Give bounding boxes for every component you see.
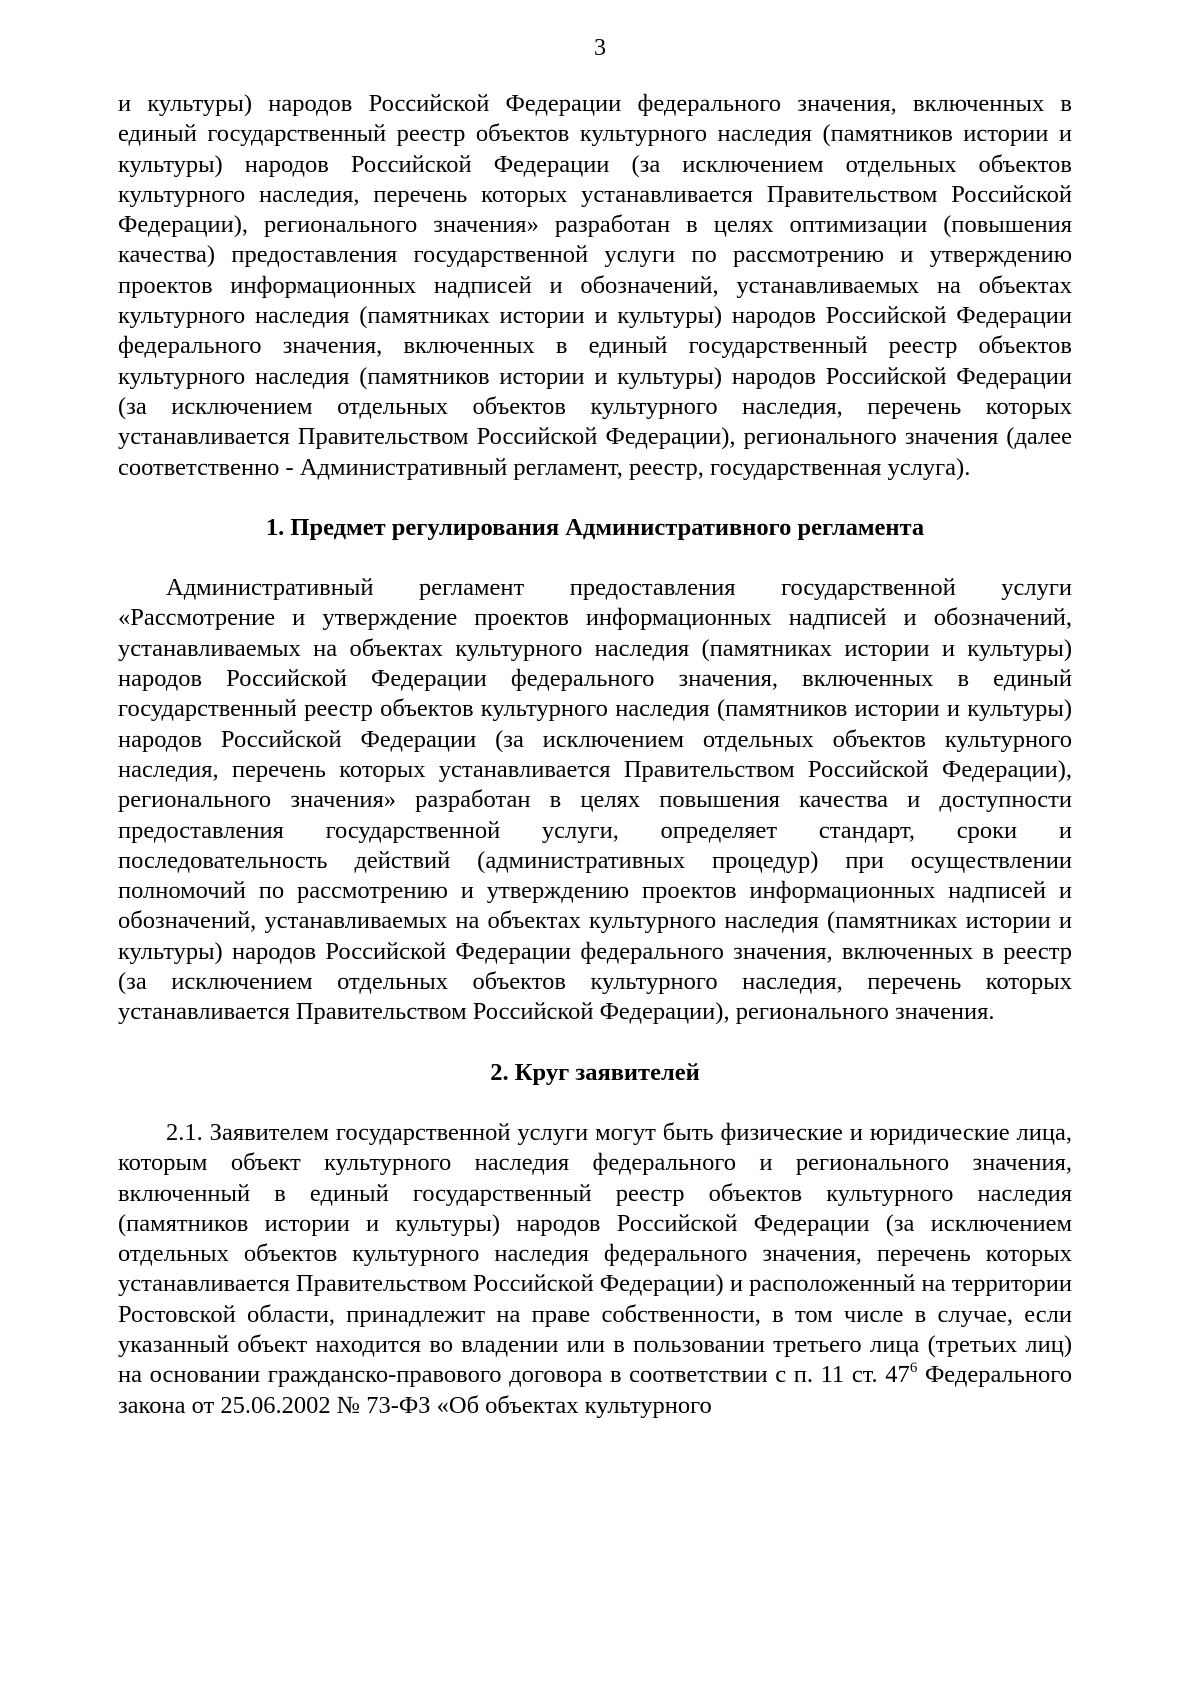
document-body	[118, 89, 1072, 1421]
section-1-paragraph: Административный регламент предоставления государственной услуги «Рассмотрение и утверждение проектов информационных надписей и обозначений, устанавливаемых на объектах культурного наследия (памятниках истории и культуры) народов Российской Федерации федерального значения, включенных в единый государственный реестр объектов культурного наследия (памятников истории и культуры) народов Российской Федерации (за исключением отдельных объектов культурного наследия, перечень которых устанавливается Правительством Российской Федерации), регионального значения» разработан в целях повышения качества и доступности предоставления государственной услуги, определяет стандарт, сроки и последовательность действий (административных процедур) при осуществлении полномочий по рассмотрению и утверждению проектов информационных надписей и обозначений, устанавливаемых на объектах культурного наследия (памятниках истории и культуры) народов Российской Федерации федерального значения, включенных в реестр (за исключением отдельных объектов культурного наследия, перечень которых устанавливается Правительством Российской Федерации), регионального значения.	[118, 574, 1072, 1026]
superscript-6: 6	[909, 1360, 918, 1377]
page-number: 3	[594, 35, 606, 61]
section-2-paragraph-tail: Федерального закона от 25.06.2002 № 73-ФЗ «Об объектах культурного	[118, 1361, 1072, 1419]
section-2-paragraph-text: 2.1. Заявителем государственной услуги могут быть физические и юридические лица, которым объект культурного наследия федерального и регионального значения, включенный в единый государственный реестр объектов культурного наследия (памятников истории и культуры) народов Российской Федерации (за исключением отдельных объектов культурного наследия федерального значения, перечень которых устанавливается Правительством Российской Федерации) и расположенный на территории Ростовской области, принадлежит на праве собственности, в том числе в случае, если указанный объект находится во владении или в пользовании третьего лица (третьих лиц) на основании гражданско-правового договора в соответствии с п. 11 ст. 47	[118, 1118, 1072, 1389]
section-1-heading: 1. Предмет регулирования Административного регламента	[265, 513, 925, 541]
section-2-heading: 2. Круг заявителей	[490, 1058, 700, 1086]
intro-paragraph: и культуры) народов Российской Федерации федерального значения, включенных в единый государственный реестр объектов культурного наследия (памятников истории и культуры) народов Российской Федерации (за исключением отдельных объектов культурного наследия, перечень которых устанавливается Правительством Российской Федерации), регионального значения» разработан в целях оптимизации (повышения качества) предоставления государственной услуги по рассмотрению и утверждению проектов информационных надписей и обозначений, устанавливаемых на объектах культурного наследия (памятниках истории и культуры) народов Российской Федерации федерального значения, включенных в единый государственный реестр объектов культурного наследия (памятников истории и культуры) народов Российской Федерации (за исключением отдельных объектов культурного наследия, перечень которых устанавливается Правительством Российской Федерации), регионального значения (далее соответственно - Административный регламент, реестр, государственная услуга).	[118, 90, 1072, 481]
section-2-paragraph	[118, 1118, 1072, 1421]
